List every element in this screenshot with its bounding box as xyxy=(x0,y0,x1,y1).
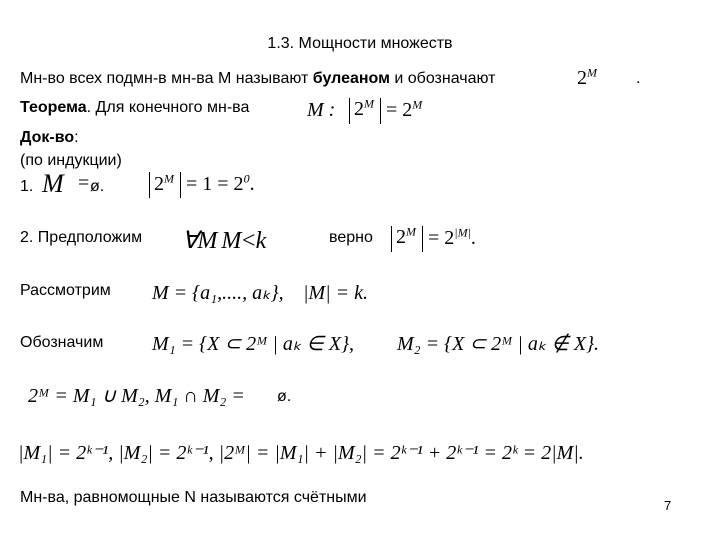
step-1-set: M xyxy=(42,169,64,198)
powerset-definition xyxy=(20,69,495,89)
step-1-eq: = xyxy=(78,172,90,194)
set-m-cardinality: |M| = k. xyxy=(303,282,369,304)
step-2-word: верно xyxy=(329,229,373,246)
theorem-label: Теорема xyxy=(20,99,87,116)
abs-bar xyxy=(391,226,392,252)
union-formula: 2ᴹ = M₁ ∪ M₂, M₁ ∩ M₂ = xyxy=(28,385,245,407)
empty-set: ø. xyxy=(277,388,292,405)
abs-bar xyxy=(180,172,181,198)
page-number: 7 xyxy=(664,498,672,513)
abs-bar xyxy=(149,172,150,198)
cardinality-formula: |M₁| = 2ᵏ⁻¹, |M₂| = 2ᵏ⁻¹, |2ᴹ| = |M₁| + |M₂| = 2ᵏ⁻¹ + 2ᵏ⁻¹ = 2ᵏ = 2|M|. xyxy=(18,442,584,464)
induction-note: (по индукции) xyxy=(20,152,122,169)
step-1-formula: = $1 = 2^0$. xyxy=(186,171,255,195)
subset-m1: M₁ = {X ⊂ 2ᴹ | aₖ ∈ X}, xyxy=(152,333,355,355)
theorem-formula-rhs: = $2^M$ xyxy=(386,97,423,121)
induction-hypothesis: ∀M M<k xyxy=(182,228,266,254)
consider-label: Рассмотрим xyxy=(20,282,111,299)
abs-bar xyxy=(422,226,423,252)
theorem-line xyxy=(20,98,249,118)
theorem-text: . Для конечного мн-ва xyxy=(86,99,250,116)
denote-label: Обозначим xyxy=(20,334,104,351)
theorem-formula-inner: $2^M$ xyxy=(354,96,374,120)
step-1-number: 1. xyxy=(20,178,34,195)
subset-m2: M₂ = {X ⊂ 2ᴹ | aₖ ∉ X}. xyxy=(397,333,600,355)
definition-text: Мн-во всех подмн-в мн-ва М называют xyxy=(20,70,313,87)
definition-dot: . xyxy=(636,70,641,87)
step-1-abs: $2^M$ xyxy=(154,171,174,195)
empty-set: ø. xyxy=(90,178,105,195)
countable-definition: Мн-ва, равномощные N называются счётными xyxy=(20,489,367,506)
step-2-label: 2. Предположим xyxy=(20,229,143,246)
powerset-notation: $2^M$ xyxy=(577,65,597,89)
definition-bold-term: булеаном xyxy=(312,70,390,87)
abs-bar xyxy=(380,98,381,124)
abs-bar xyxy=(349,98,350,124)
step-2-formula: = $2^{|M|}$. xyxy=(428,225,476,249)
theorem-set: M : xyxy=(307,99,336,121)
step-2-abs: $2^M$ xyxy=(396,224,416,248)
proof-label: Док-во: xyxy=(20,129,79,146)
page-title: 1.3. Мощности множеств xyxy=(267,35,453,52)
definition-suffix: и обозначают xyxy=(389,70,496,87)
set-m-definition: M = {a₁,...., aₖ}, xyxy=(152,282,284,304)
